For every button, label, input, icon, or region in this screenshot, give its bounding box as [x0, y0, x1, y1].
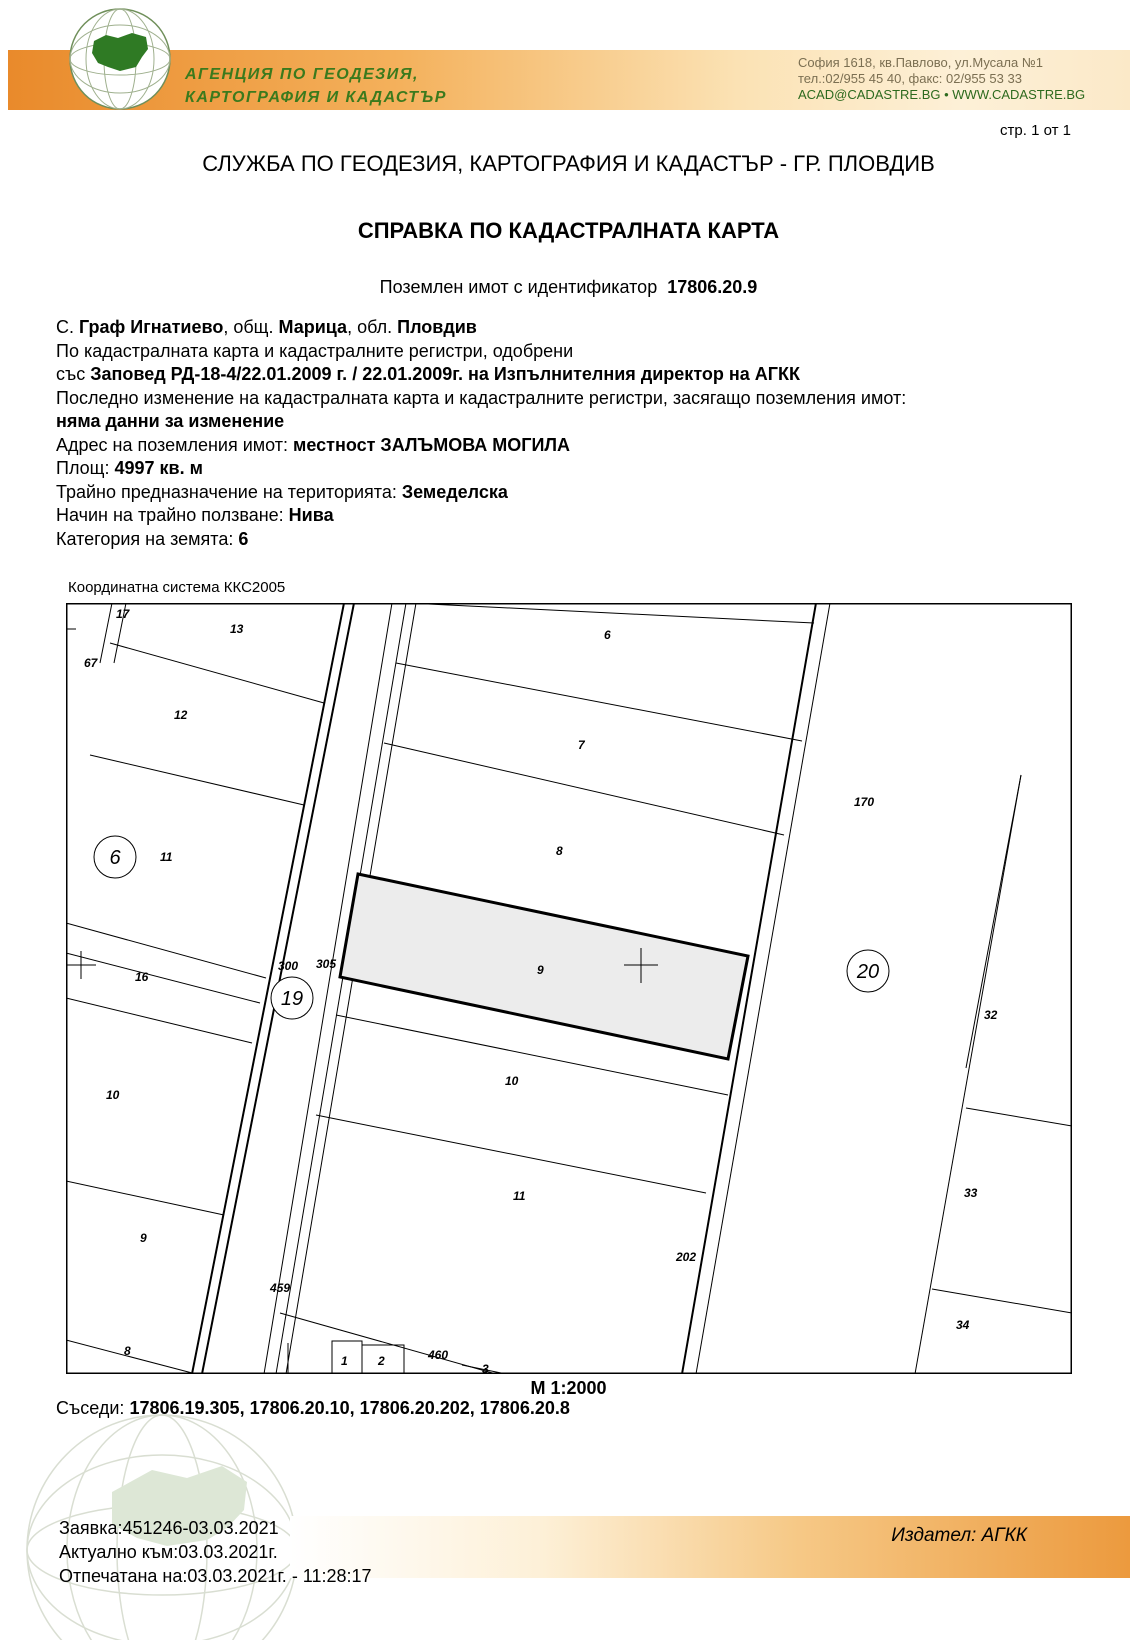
- property-identifier: [0, 277, 1137, 298]
- parcel-label-11w: 11: [160, 850, 173, 864]
- request-number: Заявка:451246-03.03.2021: [59, 1518, 279, 1538]
- order-prefix: със: [56, 364, 86, 384]
- neighbors-value: 17806.19.305, 17806.20.10, 17806.20.202, 17806.20.8: [129, 1398, 570, 1418]
- parcel-label-12: 12: [174, 708, 188, 722]
- contact-web: ACAD@CADASTRE.BG • WWW.CADASTRE.BG: [798, 87, 1086, 102]
- parcel-label-170: 170: [854, 795, 875, 809]
- parcel-label-6: 6: [604, 628, 611, 642]
- use-line: [56, 504, 906, 528]
- page-number: стр. 1 от 1: [1000, 122, 1071, 139]
- parcel-label-9w: 9: [140, 1231, 147, 1245]
- printed-date: Отпечатана на:03.03.2021г. - 11:28:17: [59, 1566, 372, 1586]
- village: Граф Игнатиево: [79, 317, 224, 337]
- parcel-label-67: 67: [84, 656, 98, 670]
- parcel-label-300: 300: [278, 959, 299, 973]
- agency-logo-globe-icon: [66, 5, 174, 113]
- parcel-label-3: 3: [482, 1362, 489, 1374]
- agency-line-2: КАРТОГРАФИЯ И КАДАСТЪР: [185, 89, 447, 106]
- actual-date: Актуално към:03.03.2021г.: [59, 1542, 278, 1562]
- parcel-label-8w: 8: [124, 1344, 131, 1358]
- parcel-label-305: 305: [316, 957, 337, 971]
- place-prefix: С.: [56, 317, 74, 337]
- muni-prefix: , общ.: [223, 317, 274, 337]
- parcel-label-33: 33: [964, 1186, 978, 1200]
- parcel-label-9: 9: [537, 963, 544, 977]
- cadastral-map: [66, 603, 1072, 1374]
- area-label: Площ:: [56, 458, 110, 478]
- category-label: Категория на земята:: [56, 528, 234, 549]
- identifier-value: 17806.20.9: [667, 277, 758, 297]
- address-value: местност ЗАЛЪМОВА МОГИЛА: [293, 434, 571, 455]
- document-title: СПРАВКА ПО КАДАСТРАЛНАТА КАРТА: [357, 218, 780, 243]
- parcel-label-2: 2: [378, 1354, 385, 1368]
- use-value: Нива: [288, 505, 334, 525]
- parcel-label-34: 34: [956, 1318, 970, 1332]
- last-change-text: няма данни за изменение: [56, 411, 285, 431]
- contact-address: София 1618, кв.Павлово, ул.Мусала №1: [798, 55, 1044, 70]
- purpose-label: Трайно предназначение на територията:: [56, 481, 397, 502]
- map-scale: М 1:2000: [530, 1378, 607, 1398]
- parcel-label-8: 8: [556, 844, 563, 858]
- parcel-label-17: 17: [116, 607, 130, 621]
- property-info: [56, 316, 906, 551]
- address-line: [56, 434, 906, 458]
- parcel-label-32: 32: [984, 1008, 998, 1022]
- region: Пловдив: [397, 317, 477, 337]
- parcel-label-1: 1: [341, 1354, 348, 1368]
- identifier-label: Поземлен имот с идентификатор: [379, 277, 658, 297]
- subject-parcel-9: [340, 874, 748, 1059]
- parcel-label-10w: 10: [106, 1088, 120, 1102]
- publisher: Издател: АГКК: [891, 1525, 1027, 1546]
- purpose-line: [56, 481, 906, 505]
- purpose-value: Земеделска: [401, 481, 508, 502]
- last-change-value: [56, 410, 906, 434]
- parcel-label-16: 16: [135, 970, 149, 984]
- region-prefix: , обл.: [347, 317, 393, 337]
- agency-line-1: АГЕНЦИЯ ПО ГЕОДЕЗИЯ,: [185, 66, 419, 83]
- office-name: СЛУЖБА ПО ГЕОДЕЗИЯ, КАРТОГРАФИЯ И КАДАСТЪР - ГР. ПЛОВДИВ: [202, 151, 935, 176]
- location-line: [56, 316, 906, 340]
- circle-label-20: 20: [856, 961, 880, 983]
- parcel-label-460: 460: [428, 1348, 449, 1362]
- neighbors-label: Съседи:: [56, 1398, 125, 1418]
- parcel-label-13: 13: [230, 622, 244, 636]
- address-label: Адрес на поземления имот:: [56, 434, 289, 455]
- area-line: [56, 457, 906, 481]
- coordinate-system: Координатна система ККС2005: [68, 579, 286, 596]
- circle-label-19: 19: [280, 988, 304, 1010]
- use-label: Начин на трайно ползване:: [56, 505, 284, 525]
- contact-block: [798, 55, 1085, 103]
- parcel-label-459: 459: [270, 1281, 291, 1295]
- circle-label-6: 6: [109, 847, 121, 869]
- parcel-label-202: 202: [676, 1250, 697, 1264]
- agency-name: [185, 63, 447, 109]
- order-line: [56, 363, 906, 387]
- parcel-label-10: 10: [505, 1074, 519, 1088]
- category-line: [56, 528, 906, 552]
- category-value: 6: [238, 528, 249, 549]
- contact-phone: тел.:02/955 45 40, факс: 02/955 53 33: [798, 71, 1022, 86]
- parcel-label-7: 7: [578, 738, 585, 752]
- parcel-label-11: 11: [513, 1189, 526, 1203]
- order-value: Заповед РД-18-4/22.01.2009 г. / 22.01.2009г. на Изпълнителния директор на АГКК: [90, 364, 800, 384]
- approved-line: По кадастралната карта и кадастралните регистри, одобрени: [56, 340, 574, 361]
- area-value: 4997 кв. м: [114, 458, 203, 478]
- municipality: Марица: [278, 317, 348, 337]
- footer-meta: [59, 1516, 372, 1588]
- last-change-label: Последно изменение на кадастралната карта и кадастралните регистри, засягащо поземления имот:: [56, 387, 907, 408]
